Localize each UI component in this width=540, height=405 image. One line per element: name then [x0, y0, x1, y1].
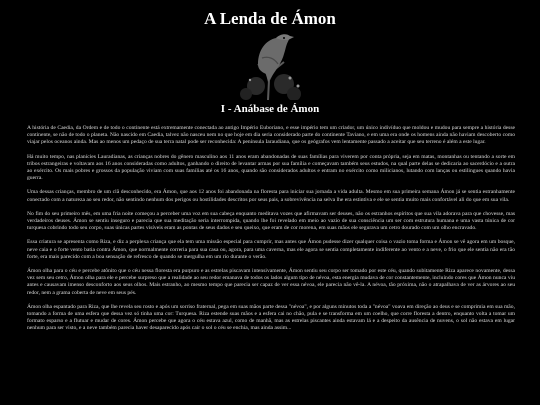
- paragraph: Uma dessas crianças, membro de um clã desconhecido, era Ámon, que aos 12 anos foi abandonada na floresta para iniciar sua jornada a vida adulta. Mesmo em sua primeira semana Ámon já se sentia estranhamente conectado com a natureza ao seu redor, não sentindo nenhum dos perigos ou hostilidades descritos por seus pais, a sobrevivência na selva lhe era estintiva e ele se sentia muito mais confortável ali do que em sua vila.: [27, 189, 515, 203]
- paragraph: Ámon olha espantado para Riza, que lhe revela seu rosto e após um sorriso fraternal, pega em suas mãos parte dessa "névoa", e por alguns minutos toda a "névoa" voava em direção ao deus e se comprimia em sua mão, tomando a forma de uma esfera que dessa vez só tinha uma cor: Turquesa. Riza estende suas mãos e a esfera cai no chão, pula e se transforma em um coelho, que corre floresta a dentro, enquanto volta a tomar um formato esparso e a flutuar e mudar de cores. Ámon percebe que agora o céu estava azul, como de manhã, mas as estrelas piscantes ainda estavam lá e a despeito da ausência de nuvens, o sol não estava em lugar nenhum para ser visto, e a neve também parecia haver desaparecido após cair o sol o céu se enchia, mas ainda assim...: [27, 303, 515, 332]
- paragraph: Ámon olha para o céu e percebe atônito que o céu nessa floresta era purpuro e as estrelas piscavam intensivamente, Ámon sentiu seu corpo ser tomado por este céu, quando subitamente Riza aparece novamente, dessa vez sem seu cetro, Ámon olha para ele e percebe surpreso que a realidade ao seu redor emanava de todos os lados algum tipo de névoa, esta energia mudava de cor constantemente, incluindo cores que Ámon nunca viu antes e causavam imenso desconforto aos seus olhos. Mais estranho, ao mesmo tempo que parecia ser capaz de ver essa névoa, ele parecia não vê-la. A névoa, tão próxima, não o atrapalhava de ver as árvores ao seu redor, nem a grama coberta de neve em seus pés.: [27, 268, 515, 296]
- raven-tree-emblem: [228, 28, 312, 100]
- chapter-title: I - Anábase de Ámon: [220, 103, 320, 115]
- paragraph: A história de Caedia, da Ordem e de todo o continente está extremamente conectada ao antigo Império Euboriano, e esse império tem um criador, um único indivíduo que moldou e mudou para sempre a história desse continente, se não de todo o planeta. Não nascido em Caedia, talvez não nasceu nem no que hoje em dia seria considerado parte do continente Taviano, e em uma era onde os homens ainda não haviam descoberto como viajar pelos oceanos ainda. Mas ao menos um pedaço de sua terra natal pode ser reconhecida: A península Iaraudiana, que os geógrafos vem lentamente passado a aceitar que seu terreno é além a este lugar.: [27, 125, 515, 146]
- paragraph: No fim do seu primeiro mês, em uma fria noite começou a perceber uma voz em sua cabeça enquanto meditava vozes que afirmavam ser deuses, não os estranhos espíritos que sua vila adorava para que chovesse, mas verdadeiros deuses. Ámon se sentiu inseguro e parecia que sua meditação seria interrompida, quando lhe foi revelado em meio ao vazio de sua consciência um ser com estrutura humana e uma vasta túnica de cor turquesa cobrindo todo seu corpo, suas únicas partes visíveis eram as pontas de seus dados e seu queixo, que eram de cor morena, em suas mãos ele segurava um cetro dourado com um olho encravado.: [27, 210, 515, 232]
- paragraph: Essa criatura se apresenta como Riza, e diz a perplexa criança que ela tem uma missão especial para cumprir, mas antes que Ámon pudesse dizer qualquer coisa o vazio toma forma e Ámon se vê agora em um bosque, neve caia e o forte vento batia contra Ámon, que normalmente correria para sua casa ou, agora, para uma caverna, mas ele agora se sentia completamente indiferente ao vento e a neve, o frio que ele sentia não era tão forte, era mais parecido com a boa sensação de refresco de quando se mergulha em um rio durante o verão.: [27, 239, 515, 260]
- paragraph: Há muito tempo, nas planícies Lauradianas, as crianças nobres do gênero masculino aos 11 anos eram abandonadas de suas famílias para viverem por conta própria, seja em matas, montanhas ou tentando a sorte em tribos estrangeiras e voltavam aos 16 anos consideradas como adultos, ganhando o direito de levantar armas por sua família e começavam também seus estudos, na qual parte delas se dedicaria ao sacerdócio e a outra ao exército. Os mais pobres e grossos da população viviam com suas famílias até os 16 anos, quando são considerados adultos e entram no exército como milicianos, lutando com lanças ou estilingues quando havia guerra.: [27, 153, 515, 182]
- page-title: A Lenda de Ámon: [204, 9, 336, 28]
- chapter-text: [27, 125, 515, 340]
